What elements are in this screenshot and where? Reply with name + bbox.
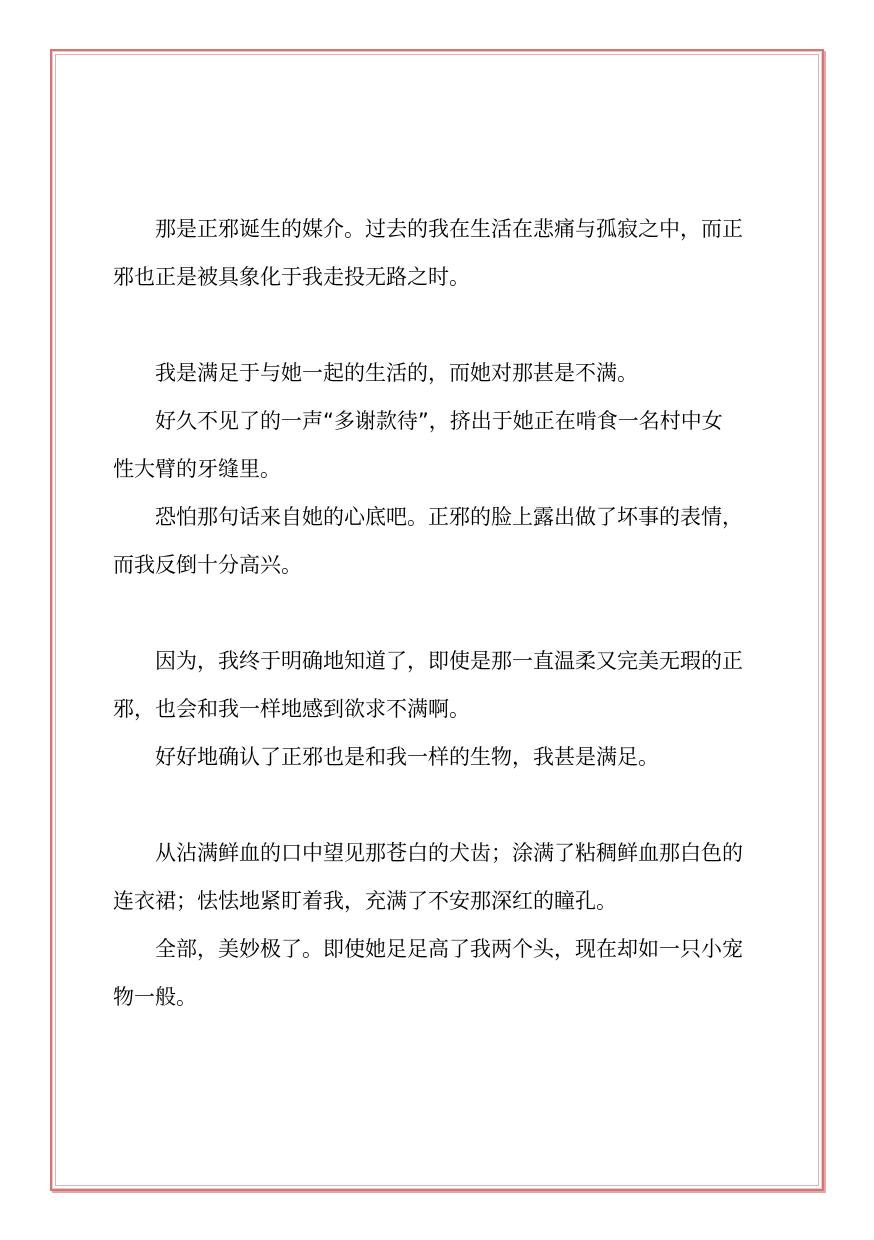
paragraph-5-line-2: 邪，也会和我一样地感到欲求不满啊。 bbox=[113, 697, 470, 721]
paragraph-1-line-2: 邪也正是被具象化于我走投无路之时。 bbox=[113, 265, 470, 289]
paragraph-6-line-1: 好好地确认了正邪也是和我一样的生物，我甚是满足。 bbox=[155, 745, 659, 769]
paragraph-5-line-1: 因为，我终于明确地知道了，即使是那一直温柔又完美无瑕的正 bbox=[155, 649, 743, 673]
paragraph-7-line-1: 从沾满鲜血的口中望见那苍白的犬齿；涂满了粘稠鲜血那白色的 bbox=[155, 841, 743, 865]
paragraph-2-line-1: 我是满足于与她一起的生活的，而她对那甚是不满。 bbox=[155, 361, 638, 385]
paragraph-8-line-1: 全部，美妙极了。即使她足足高了我两个头，现在却如一只小宠 bbox=[155, 937, 743, 961]
paragraph-gap bbox=[113, 781, 773, 829]
document-body bbox=[113, 205, 773, 1021]
paragraph-7-line-2: 连衣裙；怯怯地紧盯着我，充满了不安那深红的瞳孔。 bbox=[113, 889, 617, 913]
paragraph-3-line-1: 好久不见了的一声“多谢款待”，挤出于她正在啃食一名村中女 bbox=[155, 409, 723, 433]
paragraph-1-line-1: 那是正邪诞生的媒介。过去的我在生活在悲痛与孤寂之中，而正 bbox=[155, 217, 743, 241]
paragraph-4-line-1: 恐怕那句话来自她的心底吧。正邪的脸上露出做了坏事的表情， bbox=[155, 505, 743, 529]
paragraph-gap bbox=[113, 589, 773, 637]
paragraph-4-line-2: 而我反倒十分高兴。 bbox=[113, 553, 302, 577]
paragraph-8-line-2: 物一般。 bbox=[113, 985, 197, 1009]
paragraph-gap bbox=[113, 301, 773, 349]
paragraph-3-line-2: 性大臂的牙缝里。 bbox=[113, 457, 281, 481]
